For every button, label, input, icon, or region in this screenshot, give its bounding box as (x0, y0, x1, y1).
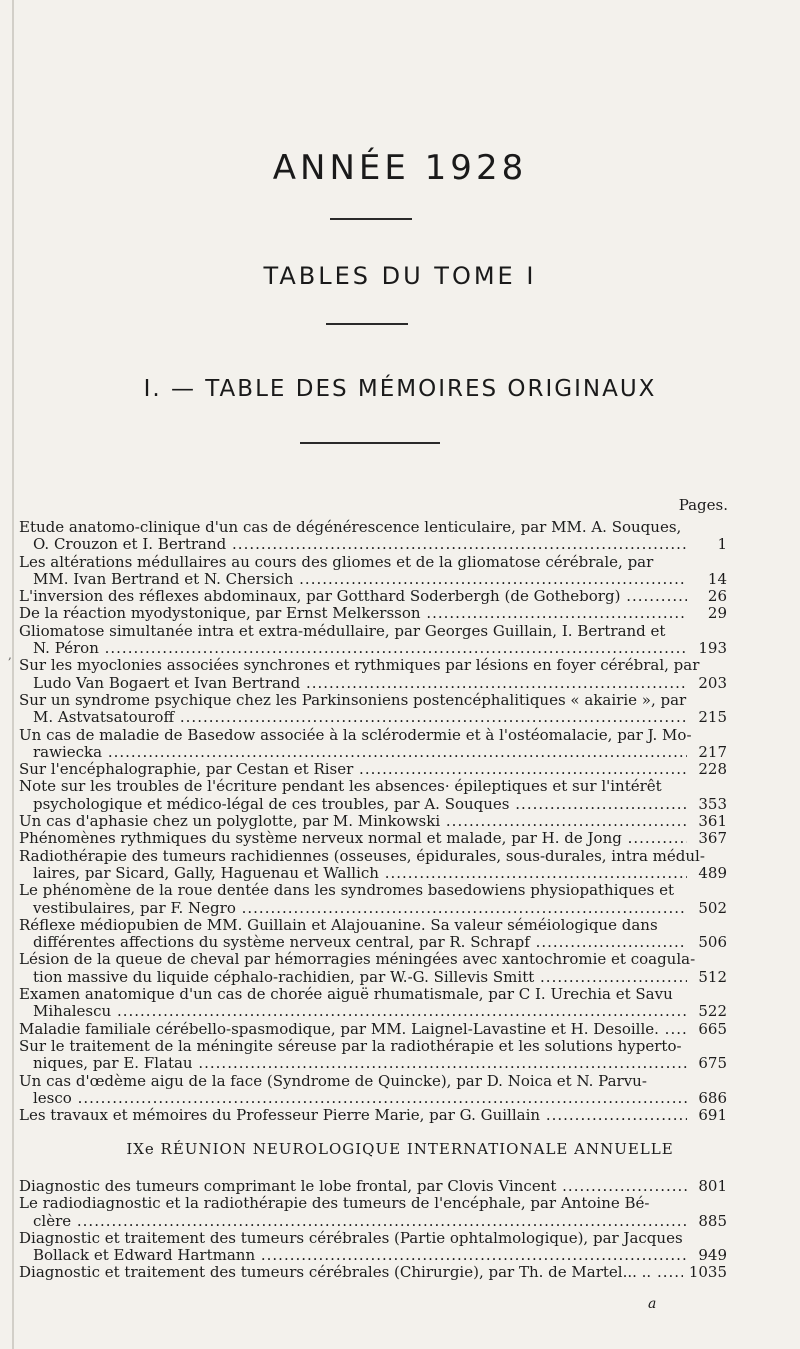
entry-text: Le radiodiagnostic et la radiothérapie des tumeurs de l'encéphale, par Antoine Bé- (19, 1195, 650, 1213)
page-number: 522 (698, 1003, 727, 1021)
entry-text: Les travaux et mémoires du Professeur Pierre Marie, par G. Guillain ..... (19, 1107, 687, 1124)
page-number: 691 (698, 1107, 727, 1125)
page-number: 949 (698, 1247, 727, 1265)
reunion-list (19, 1178, 727, 1282)
toc-entry (19, 1038, 727, 1073)
toc-entry (19, 917, 727, 952)
toc-entry (19, 692, 727, 727)
toc-entry (19, 882, 727, 917)
page-number: 506 (698, 934, 727, 952)
toc-entry (19, 1073, 727, 1108)
toc-entry (19, 830, 727, 847)
toc-entry (19, 519, 727, 554)
entry-text: rawiecka ..... (19, 744, 687, 761)
toc-entry (19, 554, 727, 589)
toc-entry (19, 951, 727, 986)
entry-text: Phénomènes rythmiques du système nerveux normal et malade, par H. de Jong ..... (19, 830, 687, 847)
folio: a (648, 1296, 657, 1312)
entry-text: Note sur les troubles de l'écriture pendant les absences· épileptiques et sur l'intérêt (19, 778, 662, 796)
page-number: 361 (698, 813, 727, 831)
toc-entry (19, 657, 727, 692)
page-number: 489 (698, 864, 727, 882)
toc-entry (19, 588, 727, 605)
toc-entry (19, 1107, 727, 1124)
page-number: 801 (698, 1178, 727, 1195)
entry-text: Sur le traitement de la méningite séreuse par la radiothérapie et les solutions hyperto- (19, 1037, 682, 1055)
entry-text: De la réaction myodystonique, par Ernst Melkersson ..... (19, 605, 687, 622)
page-number: 217 (698, 743, 727, 761)
toc-entry (19, 623, 727, 658)
entry-text: lesco ..... (19, 1090, 687, 1107)
entry-text: Mihalescu ..... (19, 1003, 687, 1020)
toc-entry (19, 605, 727, 622)
toc-entry (19, 1178, 727, 1195)
entry-text: Un cas d'œdème aigu de la face (Syndrome de Quincke), par D. Noica et N. Parvu- (19, 1072, 647, 1090)
toc-entry (19, 1230, 727, 1265)
page-number: 665 (698, 1020, 727, 1038)
toc-entry (19, 1021, 727, 1038)
entry-text: Diagnostic et traitement des tumeurs cérébrales (Chirurgie), par Th. de Martel... .. ..... (19, 1264, 683, 1281)
entry-text: Sur les myoclonies associées synchrones et rythmiques par lésions en foyer cérébral, par (19, 657, 700, 675)
page-number: 686 (698, 1089, 727, 1107)
entry-text: Un cas de maladie de Basedow associée à la sclérodermie et à l'ostéomalacie, par J. Mo- (19, 726, 692, 744)
toc-entry (19, 761, 727, 778)
entry-text: tion massive du liquide céphalo-rachidien, par W.-G. Sillevis Smitt ..... (19, 969, 687, 986)
reunion-heading (0, 1140, 800, 1158)
page-number: 675 (698, 1055, 727, 1073)
entry-text: Gliomatose simultanée intra et extra-médullaire, par Georges Guillain, I. Bertrand et (19, 622, 666, 640)
page-number: 502 (698, 899, 727, 917)
toc-entry (19, 778, 727, 813)
page-number: 228 (698, 761, 727, 779)
entry-text: Réflexe médiopubien de MM. Guillain et Alajouanine. Sa valeur séméiologique dans (19, 916, 658, 934)
memoires-list (19, 519, 727, 1124)
entry-text: différentes affections du système nerveux central, par R. Schrapf ..... (19, 934, 687, 951)
toc-entry (19, 1195, 727, 1230)
entry-text: Diagnostic des tumeurs comprimant le lobe frontal, par Clovis Vincent ..... (19, 1178, 687, 1195)
page-number: 26 (707, 588, 727, 606)
entry-text: Etude anatomo-clinique d'un cas de dégénérescence lenticulaire, par MM. A. Souques, (19, 519, 682, 536)
divider-rule (300, 442, 440, 444)
entry-text: clère ..... (19, 1213, 687, 1230)
toc-entry (19, 813, 727, 830)
entry-text: Bollack et Edward Hartmann ..... (19, 1247, 687, 1264)
entry-text: psychologique et médico-légal de ces troubles, par A. Souques ..... (19, 796, 687, 813)
page-number: 353 (698, 795, 727, 813)
reunion-title: IXe RÉUNION NEUROLOGIQUE INTERNATIONALE ANNUELLE (126, 1140, 674, 1158)
entry-text: Le phénomène de la roue dentée dans les syndromes basedowiens physiopathiques et (19, 882, 675, 900)
entry-text: Lésion de la queue de cheval par hémorragies méningées avec xantochromie et coagula- (19, 951, 696, 969)
entry-text: O. Crouzon et I. Bertrand ..... (19, 536, 687, 553)
page-number: 29 (707, 605, 727, 623)
entry-text: Diagnostic et traitement des tumeurs cérébrales (Partie ophtalmologique), par Jacques (19, 1229, 683, 1247)
divider-rule (326, 323, 408, 325)
entry-text: Radiothérapie des tumeurs rachidiennes (osseuses, épidurales, sous-durales, intra médul- (19, 847, 705, 865)
page-number: 367 (698, 830, 727, 848)
page-number: 1 (717, 536, 727, 554)
toc-entry (19, 986, 727, 1021)
page-number: 215 (698, 709, 727, 727)
entry-text: vestibulaires, par F. Negro ..... (19, 900, 687, 917)
entry-text: N. Péron ..... (19, 640, 687, 657)
section-heading: I. — TABLE DES MÉMOIRES ORIGINAUX (143, 376, 657, 402)
toc-entry (19, 1264, 727, 1281)
entry-text: Sur un syndrome psychique chez les Parkinsoniens postencéphalitiques « akairie », par (19, 691, 687, 709)
entry-text: niques, par E. Flatau ..... (19, 1055, 687, 1072)
entry-text: laires, par Sicard, Gally, Haguenau et Wallich ..... (19, 865, 687, 882)
page-number: 14 (707, 570, 727, 588)
pages-column-label: Pages. (678, 496, 728, 514)
divider-rule (330, 218, 412, 220)
entry-text: Les altérations médullaires au cours des gliomes et de la gliomatose cérébrale, par (19, 553, 654, 571)
tome-title: TABLES DU TOME I (263, 262, 537, 290)
page-number: 1035 (688, 1264, 727, 1282)
entry-text: M. Astvatsatouroff ..... (19, 709, 687, 726)
entry-text: Un cas d'aphasie chez un polyglotte, par M. Minkowski ..... (19, 813, 687, 830)
entry-text: Maladie familiale cérébello-spasmodique, par MM. Laignel-Lavastine et H. Desoille. ..... (19, 1021, 687, 1038)
entry-text: Sur l'encéphalographie, par Cestan et Riser ..... (19, 761, 687, 778)
page-number: 203 (698, 674, 727, 692)
stray-mark: , (8, 648, 12, 662)
entry-text: L'inversion des réflexes abdominaux, par Gotthard Soderbergh (de Gotheborg) ..... (19, 588, 687, 605)
toc-entry (19, 727, 727, 762)
entry-text: MM. Ivan Bertrand et N. Chersich ..... (19, 571, 687, 588)
toc-entry (19, 848, 727, 883)
entry-text: Ludo Van Bogaert et Ivan Bertrand ..... (19, 675, 687, 692)
entry-text: Examen anatomique d'un cas de chorée aiguë rhumatismale, par C I. Urechia et Savu (19, 986, 673, 1004)
year-title: ANNÉE 1928 (272, 148, 528, 188)
page-number: 193 (698, 640, 727, 658)
page-number: 512 (698, 968, 727, 986)
page-number: 885 (698, 1212, 727, 1230)
